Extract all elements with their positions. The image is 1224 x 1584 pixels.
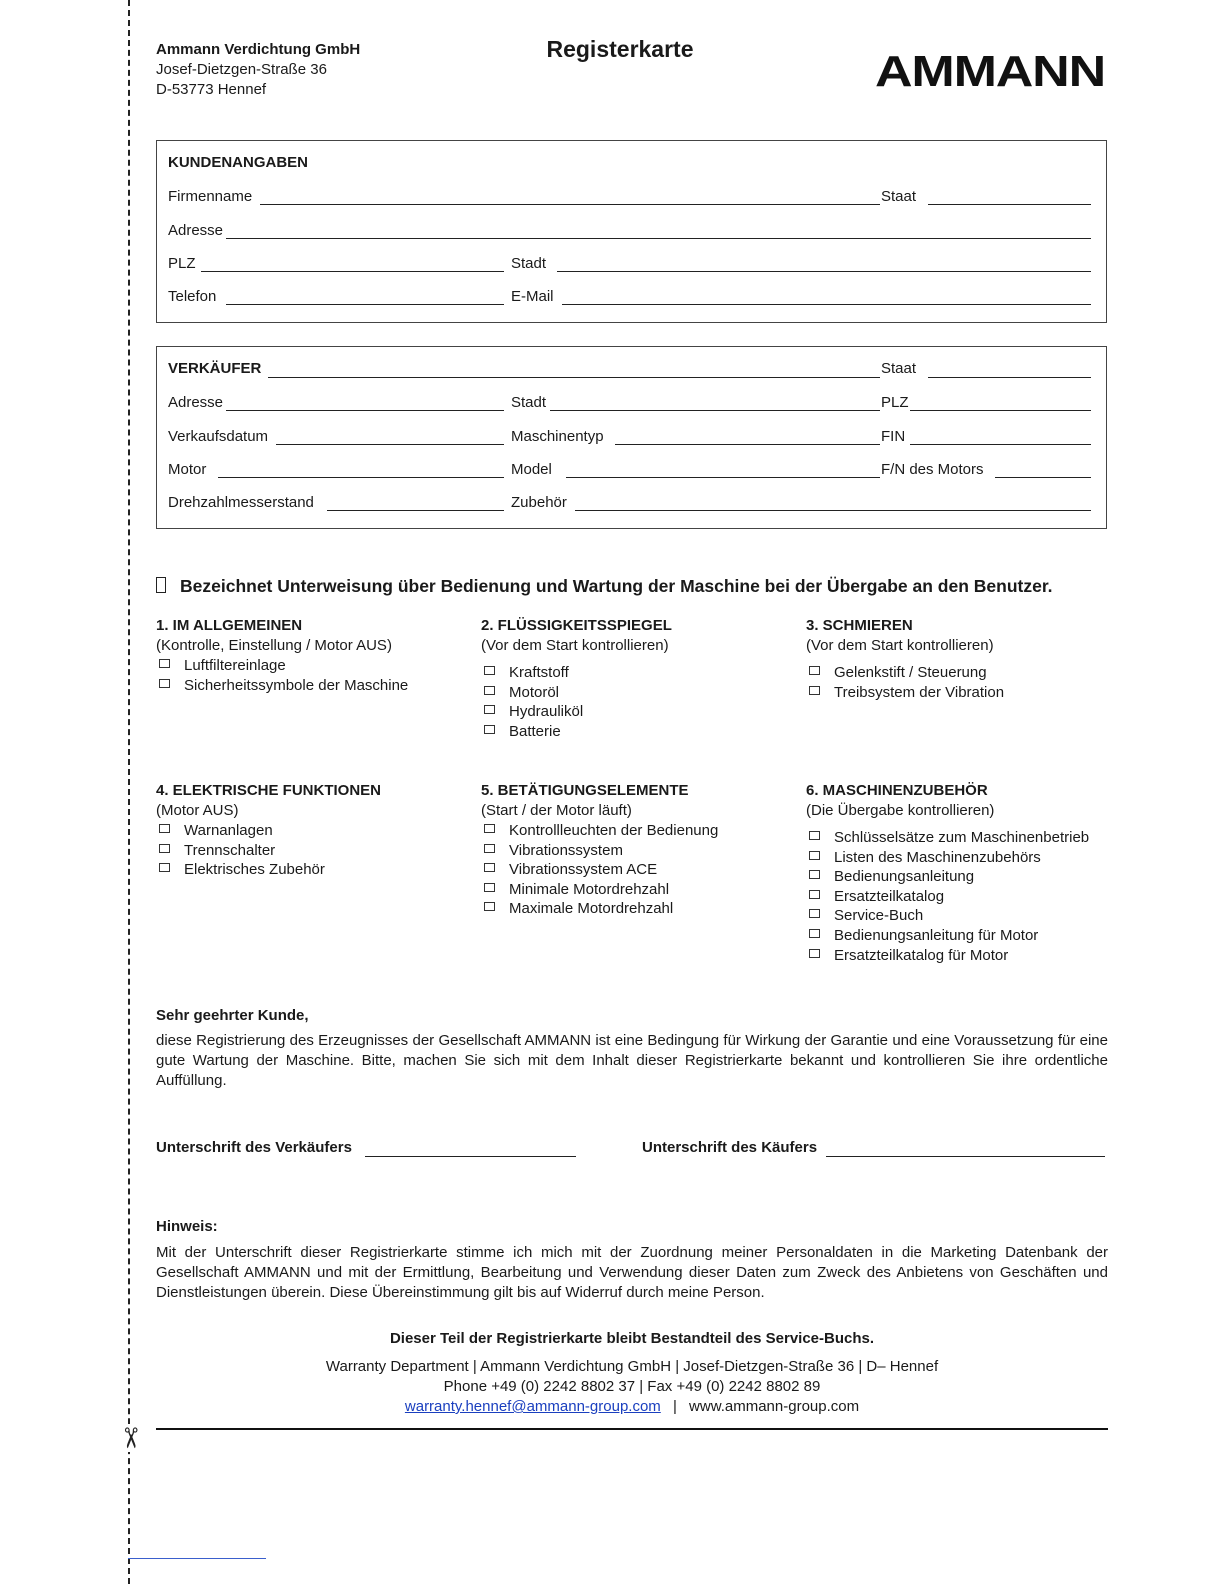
footer-divider xyxy=(156,1428,1108,1430)
footer-phone: Phone +49 (0) 2242 8802 37 | Fax +49 (0) 2242 8802 89 xyxy=(443,1378,821,1395)
checkbox[interactable] xyxy=(484,666,495,675)
section-controls xyxy=(481,781,791,919)
seller-section xyxy=(156,346,1107,529)
checklist-item[interactable]: Luftfiltereinlage xyxy=(156,656,466,676)
model-label: Model xyxy=(511,461,552,478)
section-title: 3. SCHMIEREN xyxy=(806,617,913,634)
fin-field[interactable] xyxy=(910,444,1091,445)
customer-address-field[interactable] xyxy=(226,238,1091,239)
engine-sn-label: F/N des Motors xyxy=(881,461,984,478)
sale-date-field[interactable] xyxy=(276,444,504,445)
section-title: 5. BETÄTIGUNGSELEMENTE xyxy=(481,782,689,799)
buyer-signature-field[interactable] xyxy=(826,1156,1105,1157)
checklist-item[interactable]: Maximale Motordrehzahl xyxy=(481,899,791,919)
checkbox[interactable] xyxy=(809,870,820,879)
section-subtitle: (Kontrolle, Einstellung / Motor AUS) xyxy=(156,637,392,654)
hint-title: Hinweis: xyxy=(156,1218,218,1235)
checkbox[interactable] xyxy=(159,679,170,688)
customer-address-label: Adresse xyxy=(168,222,224,239)
checklist-item[interactable]: Batterie xyxy=(481,722,791,742)
checklist-item[interactable]: Trennschalter xyxy=(156,841,466,861)
customer-city-field[interactable] xyxy=(557,271,1091,272)
seller-state-field[interactable] xyxy=(928,377,1091,378)
hour-meter-label: Drehzahlmesserstand xyxy=(168,494,314,511)
hour-meter-field[interactable] xyxy=(327,510,504,511)
seller-signature-label: Unterschrift des Verkäufers xyxy=(156,1139,352,1156)
checkbox[interactable] xyxy=(484,705,495,714)
checklist-item[interactable]: Treibsystem der Vibration xyxy=(806,683,1116,703)
footer-note: Dieser Teil der Registrierkarte bleibt Bestandteil des Service-Buchs. xyxy=(389,1330,875,1347)
scissors-icon: ✂ xyxy=(110,1424,150,1452)
seller-state-label: Staat xyxy=(881,360,917,377)
section-subtitle: (Motor AUS) xyxy=(156,802,239,819)
buyer-signature-label: Unterschrift des Käufers xyxy=(642,1139,818,1156)
customer-phone-field[interactable] xyxy=(226,304,504,305)
section-electrical xyxy=(156,781,466,880)
checklist-item[interactable]: Motoröl xyxy=(481,683,791,703)
seller-zip-field[interactable] xyxy=(910,410,1091,411)
checkbox[interactable] xyxy=(484,824,495,833)
logo-text: AMMANN xyxy=(875,48,1105,92)
section-subtitle: (Start / der Motor läuft) xyxy=(481,802,632,819)
instruction-checkbox[interactable] xyxy=(156,577,166,593)
seller-city-field[interactable] xyxy=(550,410,880,411)
checkbox[interactable] xyxy=(159,863,170,872)
greeting: Sehr geehrter Kunde, xyxy=(156,1007,309,1024)
seller-zip-label: PLZ xyxy=(881,394,909,411)
cut-line xyxy=(128,0,130,1584)
section-title: 2. FLÜSSIGKEITSSPIEGEL xyxy=(481,617,672,634)
page-title: Registerkarte xyxy=(546,36,694,62)
divider xyxy=(128,1558,266,1559)
section-subtitle: (Vor dem Start kontrollieren) xyxy=(806,637,994,654)
checkbox[interactable] xyxy=(484,725,495,734)
footer-contacts xyxy=(156,1397,1108,1417)
checkbox[interactable] xyxy=(809,851,820,860)
model-field[interactable] xyxy=(566,477,880,478)
checklist-item[interactable]: Schlüsselsätze zum Maschinenbetrieb xyxy=(806,828,1116,848)
company-name-field[interactable] xyxy=(260,204,880,205)
checklist-item[interactable]: Gelenkstift / Steuerung xyxy=(806,663,1116,683)
accessories-label: Zubehör xyxy=(511,494,567,511)
customer-section xyxy=(156,140,1107,323)
checkbox[interactable] xyxy=(809,890,820,899)
customer-zip-field[interactable] xyxy=(201,271,504,272)
hint-text: Mit der Unterschrift dieser Registrierkarte stimme ich mich mit der Zuordnung meiner Personaldaten in die Marketing Datenbank der Gesellschaft AMMANN und mit der Ermittlung, Bearbeitung und Verwendung dieser Daten zum Zweck des Anbietens von Geschäften und Dienstleistungen überein. Diese Übereinstimmung gilt bis auf Widerruf durch meine Person. xyxy=(156,1244,1108,1301)
checklist-item[interactable]: Elektrisches Zubehör xyxy=(156,860,466,880)
checklist-item[interactable]: Warnanlagen xyxy=(156,821,466,841)
checklist-item[interactable]: Service-Buch xyxy=(806,906,1116,926)
section-title: 6. MASCHINENZUBEHÖR xyxy=(806,782,988,799)
checklist-item[interactable]: Hydrauliköl xyxy=(481,702,791,722)
checklist-item[interactable]: Kraftstoff xyxy=(481,663,791,683)
checklist-item[interactable]: Kontrollleuchten der Bedienung xyxy=(481,821,791,841)
checklist-item[interactable]: Ersatzteilkatalog xyxy=(806,887,1116,907)
checkbox[interactable] xyxy=(159,824,170,833)
checkbox[interactable] xyxy=(809,909,820,918)
customer-city-label: Stadt xyxy=(511,255,547,272)
website-link[interactable]: www.ammann-group.com xyxy=(689,1398,860,1415)
accessories-field[interactable] xyxy=(575,510,1091,511)
section-general xyxy=(156,616,466,695)
footer-address: Warranty Department | Ammann Verdichtung GmbH | Josef-Dietzgen-Straße 36 | D– Hennef xyxy=(325,1358,939,1375)
seller-heading: VERKÄUFER xyxy=(168,360,262,377)
section-subtitle: (Vor dem Start kontrollieren) xyxy=(481,637,669,654)
checkbox[interactable] xyxy=(484,686,495,695)
registration-paragraph: diese Registrierung des Erzeugnisses der Gesellschaft AMMANN ist eine Bedingung für Wirkung der Garantie und eine Voraussetzung für eine gute Wartung der Maschine. Bitte, machen Sie sich mit dem Inhalt dieser Registrierkarte bekannt und kontrollieren Sie ihre ordentliche Auffüllung. xyxy=(156,1032,1108,1089)
checkbox[interactable] xyxy=(484,844,495,853)
company-address xyxy=(156,40,360,100)
customer-phone-label: Telefon xyxy=(168,288,217,305)
checklist-item[interactable]: Minimale Motordrehzahl xyxy=(481,880,791,900)
customer-state-field[interactable] xyxy=(928,204,1091,205)
checkbox[interactable] xyxy=(159,659,170,668)
seller-city-label: Stadt xyxy=(511,394,547,411)
checkbox[interactable] xyxy=(809,929,820,938)
checklist-item[interactable]: Listen des Maschinenzubehörs xyxy=(806,848,1116,868)
ammann-logo xyxy=(874,48,1106,92)
sale-date-label: Verkaufsdatum xyxy=(168,428,269,445)
checklist-item[interactable]: Bedienungsanleitung xyxy=(806,867,1116,887)
seller-name-field[interactable] xyxy=(268,377,880,378)
section-fluid-levels xyxy=(481,616,791,741)
footer-separator: | xyxy=(672,1398,677,1415)
company-name-label: Firmenname xyxy=(168,188,253,205)
checkbox[interactable] xyxy=(159,844,170,853)
seller-address-label: Adresse xyxy=(168,394,224,411)
checklist-item[interactable]: Vibrationssystem ACE xyxy=(481,860,791,880)
company-street: Josef-Dietzgen-Straße 36 xyxy=(156,61,327,78)
checkbox[interactable] xyxy=(809,666,820,675)
checklist-item[interactable]: Vibrationssystem xyxy=(481,841,791,861)
engine-field[interactable] xyxy=(218,477,504,478)
fin-label: FIN xyxy=(881,428,906,445)
section-lubrication xyxy=(806,616,1116,702)
customer-zip-label: PLZ xyxy=(168,255,196,272)
checklist-item[interactable]: Ersatzteilkatalog für Motor xyxy=(806,946,1116,966)
checkbox[interactable] xyxy=(484,863,495,872)
instruction-row xyxy=(156,576,1053,597)
warranty-email-link[interactable]: warranty.hennef@ammann-group.com xyxy=(404,1398,661,1415)
section-subtitle: (Die Übergabe kontrollieren) xyxy=(806,802,995,819)
engine-sn-field[interactable] xyxy=(995,477,1091,478)
seller-signature-field[interactable] xyxy=(365,1156,576,1157)
checkbox[interactable] xyxy=(484,883,495,892)
engine-label: Motor xyxy=(168,461,207,478)
checklist-item[interactable]: Bedienungsanleitung für Motor xyxy=(806,926,1116,946)
instruction-text: Bezeichnet Unterweisung über Bedienung und Wartung der Maschine bei der Übergabe an den Benutzer. xyxy=(180,576,1053,596)
company-city: D-53773 Hennef xyxy=(156,81,267,98)
checkbox[interactable] xyxy=(809,686,820,695)
seller-address-field[interactable] xyxy=(226,410,504,411)
customer-email-field[interactable] xyxy=(562,304,1091,305)
section-title: 4. ELEKTRISCHE FUNKTIONEN xyxy=(156,782,382,799)
machine-type-field[interactable] xyxy=(615,444,880,445)
section-title: 1. IM ALLGEMEINEN xyxy=(156,617,303,634)
checkbox[interactable] xyxy=(809,831,820,840)
checklist-item[interactable]: Sicherheitssymbole der Maschine xyxy=(156,676,466,696)
customer-email-label: E-Mail xyxy=(511,288,554,305)
machine-type-label: Maschinentyp xyxy=(511,428,604,445)
section-machine-accessories xyxy=(806,781,1116,965)
customer-heading: KUNDENANGABEN xyxy=(168,154,309,171)
checkbox[interactable] xyxy=(809,949,820,958)
customer-state-label: Staat xyxy=(881,188,917,205)
checkbox[interactable] xyxy=(484,902,495,911)
company-name: Ammann Verdichtung GmbH xyxy=(156,41,361,58)
